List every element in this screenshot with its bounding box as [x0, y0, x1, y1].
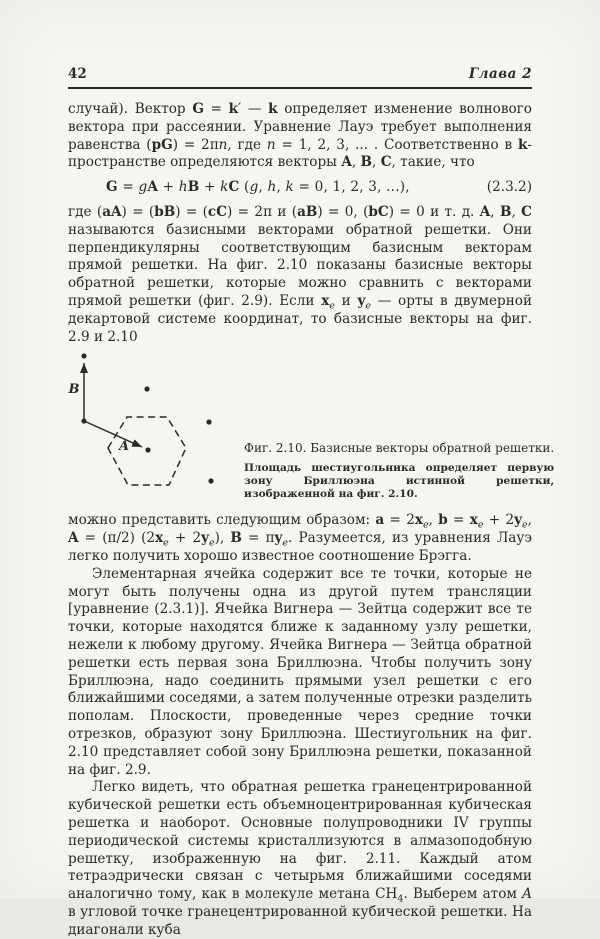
text-run: ,	[428, 512, 439, 529]
text-run: k	[285, 179, 294, 196]
lattice-point-dot	[81, 419, 86, 424]
text-run: B	[499, 203, 512, 220]
lattice-point-dot	[144, 387, 149, 392]
text-run: ) = (	[175, 203, 208, 220]
text-run: y	[274, 530, 283, 547]
figure-caption-title: Фиг. 2.10. Базисные векторы обратной решетки.	[244, 440, 555, 455]
text-run: x	[155, 530, 164, 547]
text-run: =	[117, 179, 139, 196]
chapter-title: Глава 2	[468, 66, 532, 82]
text-run: ′ —	[238, 101, 269, 117]
text-run: определяет изменение волнового вектора при рассеянии. Уравнение Лауэ требует выполнения равенства (	[68, 101, 532, 153]
text-run: , такие, что	[391, 154, 475, 171]
text-run: C	[521, 203, 532, 220]
text-run: A	[147, 179, 159, 196]
text-run: k	[268, 101, 278, 117]
text-run: G	[192, 101, 204, 117]
text-run: +	[199, 179, 221, 196]
text-run: + 2	[483, 512, 515, 529]
text-run: можно представить следующим образом:	[68, 512, 376, 529]
text-run: ,	[527, 512, 532, 529]
text-run: e	[163, 537, 169, 549]
text-run: e	[522, 520, 528, 532]
text-run: h	[267, 179, 277, 196]
text-run: ,	[511, 203, 522, 220]
text-run: e	[477, 520, 484, 532]
text-run: = π	[241, 530, 275, 547]
text-run: = 0, 1, 2, 3, ...),	[293, 179, 410, 196]
text-run: ,	[490, 203, 500, 220]
text-run: . Разумеется, из уравнения Лауэ легко получить хорошо известное соотношение Брэгга.	[68, 530, 533, 564]
text-run: e	[282, 537, 289, 549]
text-run: bC	[368, 203, 389, 220]
paragraph	[68, 512, 532, 565]
text-run: C	[228, 179, 240, 196]
lattice-point-dot	[206, 420, 211, 425]
text-run: в угловой точке гранецентрированной кубической решетки. На диагонали куба	[68, 903, 532, 938]
text-run: n	[218, 136, 228, 153]
text-run: =	[447, 512, 470, 529]
text-run: y	[514, 512, 523, 529]
text-run: k	[517, 136, 528, 153]
text-run: (	[239, 179, 250, 196]
text-run: ) = 2π	[172, 136, 219, 153]
text-run: B	[360, 154, 373, 171]
text-run: где (	[68, 203, 103, 220]
text-run: ) = 0 и т. д.	[388, 203, 480, 220]
figure-caption-body: Площадь шестиугольника определяет первую зону Бриллюэна истинной решетки, изображенной на фиг. 2.10.	[244, 461, 555, 501]
text-run: ) = 0, (	[317, 203, 369, 220]
diagram-content	[68, 354, 214, 486]
text-run: ,	[372, 154, 381, 171]
text-run: =	[203, 101, 229, 117]
text-run: — орты в двумерной декартовой системе координат, то базисные векторы на фиг. 2.9 и 2.10	[68, 292, 532, 345]
text-run: e	[209, 537, 215, 549]
text-run: ) = 2π и (	[227, 203, 298, 220]
text-run: ) = (	[121, 203, 155, 220]
equation-number: (2.3.2)	[486, 179, 532, 196]
paragraph	[68, 779, 532, 939]
text-run: aA	[102, 203, 122, 220]
text-run: ,	[258, 179, 268, 196]
lattice-point-dot	[81, 354, 86, 359]
running-head	[68, 66, 532, 82]
body	[68, 101, 555, 939]
text-run: +	[158, 179, 179, 196]
text-run: B	[230, 530, 242, 547]
text-run: x	[414, 512, 423, 529]
page-number: 42	[68, 66, 87, 82]
text-run: = 2	[384, 512, 415, 529]
text-run: B	[187, 179, 200, 196]
text-run: A	[479, 203, 491, 220]
paragraph	[68, 204, 532, 346]
text-run: y	[357, 292, 366, 309]
text-run: bB	[154, 203, 176, 220]
paragraph	[68, 101, 532, 172]
text-run: y	[201, 530, 210, 547]
text-run: e	[365, 300, 371, 312]
header-rule	[68, 87, 532, 89]
lattice-point-dot	[145, 448, 150, 453]
text-run: e	[329, 300, 335, 312]
text-run: a	[375, 512, 385, 529]
text-run: A	[341, 154, 352, 171]
vector-arrow-a	[84, 421, 142, 447]
text-run: = (π/2) (2	[78, 530, 156, 547]
text-run: k	[220, 179, 229, 196]
text-run: 4	[397, 893, 404, 905]
text-run: aB	[297, 203, 318, 220]
text-run: g	[138, 179, 148, 196]
text-run: ),	[214, 530, 231, 547]
text-run: e	[422, 520, 429, 532]
text-run: k	[228, 101, 239, 117]
text-run: n	[266, 136, 276, 153]
text-run: h	[178, 179, 188, 196]
text-run: Легко видеть, что обратная решетка гранецентрированной кубической решетки есть объемноцентрированная кубическая решетка и наоборот. Основные полупроводники IV группы периодической системы кристаллизуются в алмазоподобную решетку, изображенную на фиг. 2.11. Каждый атом тетраэдрически связан с четырьмя ближайшими соседями аналогично тому, как в молекуле метана CH	[68, 779, 532, 903]
text-run: cC	[207, 203, 228, 220]
text-run: ,	[276, 179, 286, 196]
text-run: G	[106, 179, 118, 196]
text-run: g	[249, 179, 259, 196]
equation-body	[106, 179, 410, 195]
figure-block	[68, 349, 555, 507]
text-run: . Выберем атом	[403, 886, 523, 903]
text-run: = 1, 2, 3, ... . Соответственно в	[275, 136, 518, 153]
text-run: , где	[227, 136, 267, 153]
text-run: b	[438, 512, 448, 529]
text-run: Элементарная ячейка содержит все те точки, которые не могут быть получены одна из другой путем трансляции [уравнение (2.3.1)]. Ячейка Вигнера — Зейтца содержит все те точки, которые находятся ближе к заданному узлу решетки, нежели к любому другому. Ячейка Вигнера — Зейтца обратной решетки есть первая зона Бриллюэна. Чтобы получить зону Бриллюэна, надо соединить прямыми узел решетки с его ближайшими соседями, а затем полученные отрезки разделить пополам. Плоскости, проведенные через средние точки отрезков, образуют зону Бриллюэна. Шестиугольник на фиг. 2.10 представляет собой зону Бриллюэна решетки, показанной на фиг. 2.9.	[68, 565, 532, 778]
text-run: A	[68, 530, 79, 547]
figure-caption	[244, 440, 554, 501]
text-run: C	[380, 154, 392, 171]
text-run: + 2	[168, 530, 202, 547]
lattice-point-dot	[208, 479, 213, 484]
vector-label-b: B	[68, 382, 80, 398]
text-run: x	[469, 512, 478, 529]
text-run: x	[321, 292, 330, 309]
text-run: называются базисными векторами обратной решетки. Они перпендикулярны соответствующим базисным векторам прямой решетки. На фиг. 2.10 показаны базисные векторы обратной решетки, которые можно сравнить с векторами прямой решетки (фиг. 2.9). Если	[68, 221, 532, 309]
paragraph	[68, 566, 532, 780]
text-run: случай). Вектор	[68, 101, 193, 117]
text-run: A	[522, 886, 532, 903]
text-run: ,	[351, 154, 361, 171]
text-run: -пространстве определяются векторы	[68, 136, 532, 171]
text-run: pG	[151, 136, 173, 153]
vector-label-a: A	[118, 439, 130, 455]
figure-diagram	[68, 349, 238, 507]
equation	[68, 179, 532, 197]
text-run: и	[334, 292, 358, 309]
